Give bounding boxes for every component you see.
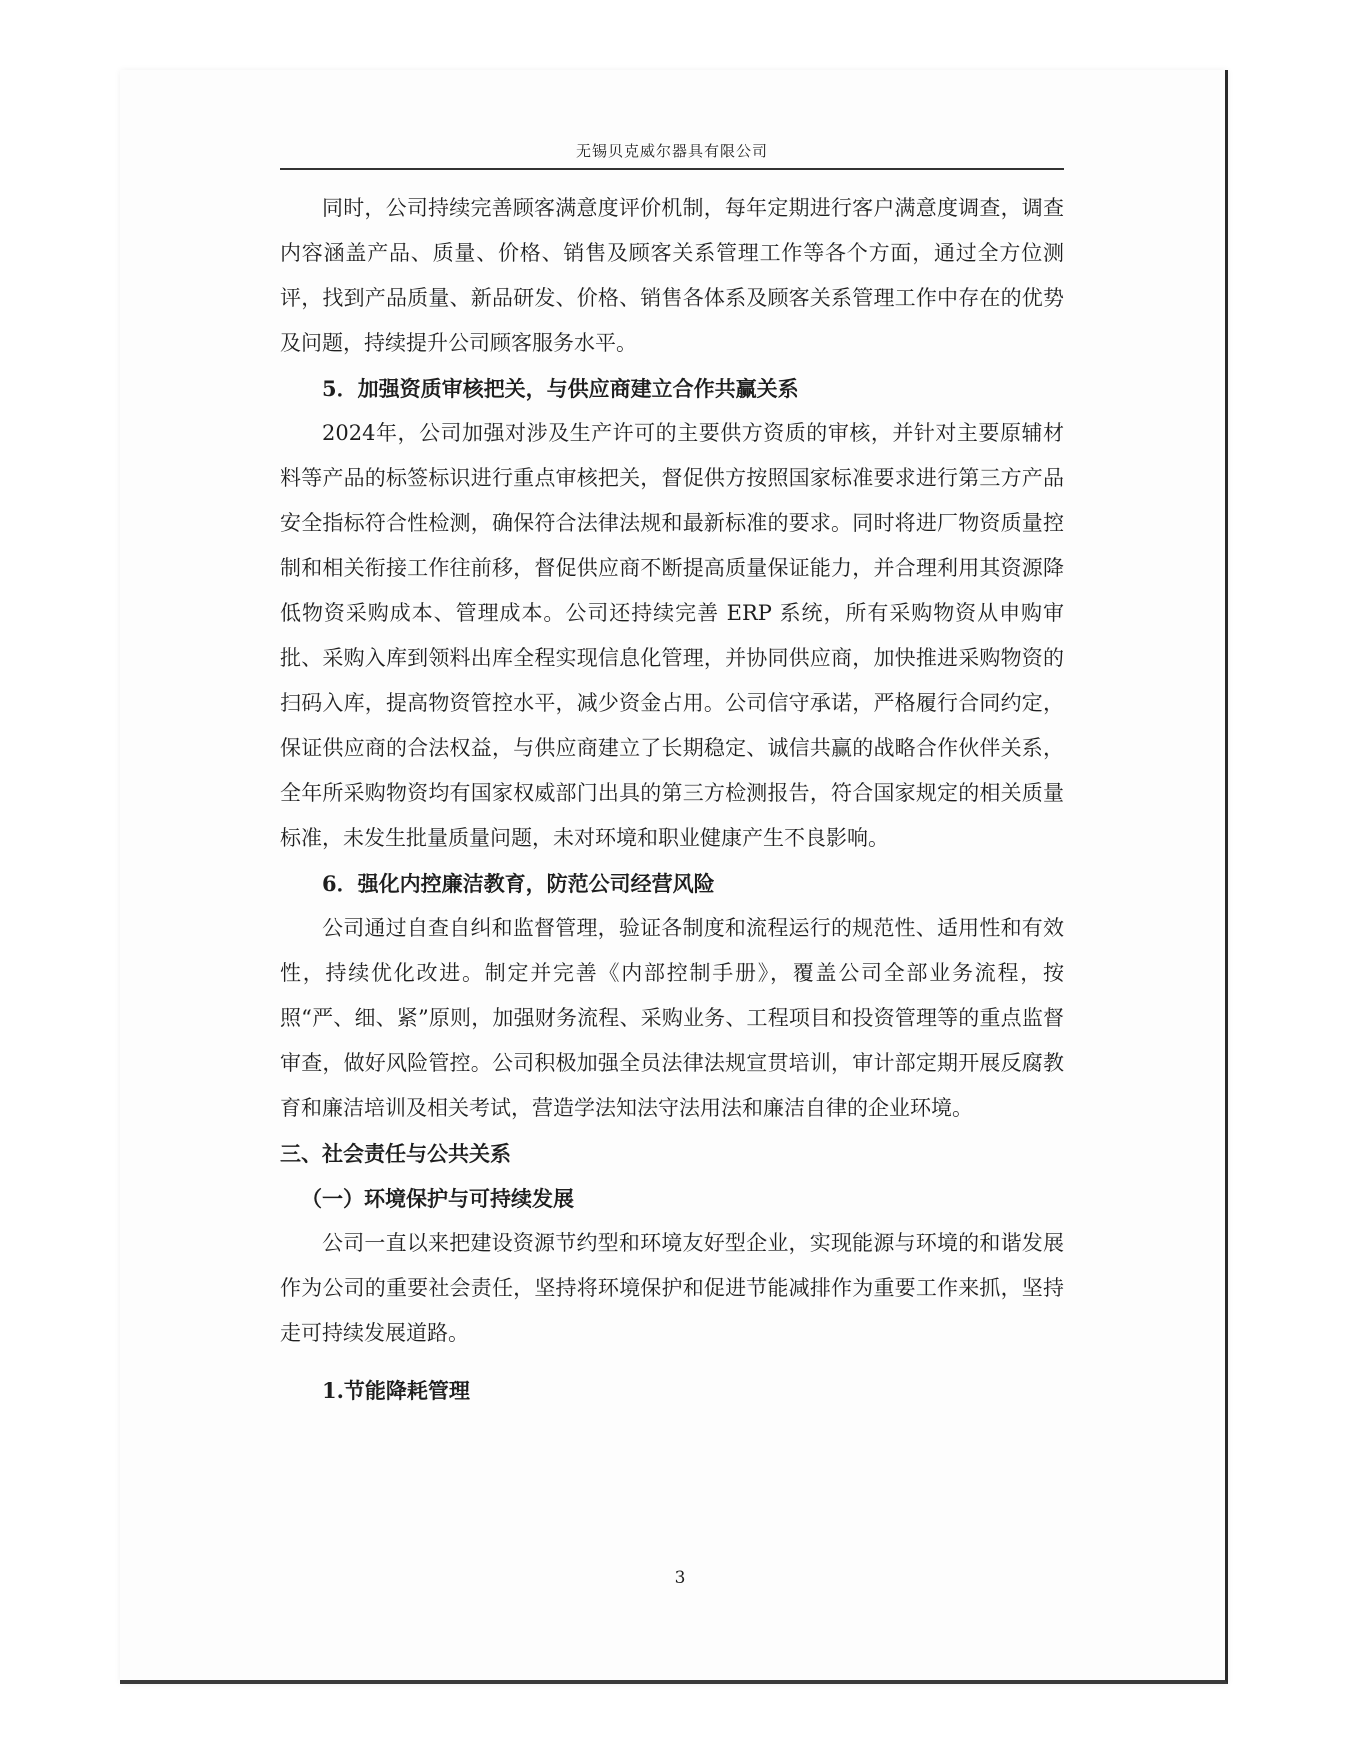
heading-energy-saving: 1.节能降耗管理 <box>322 1378 470 1403</box>
page-number: 3 <box>674 1568 686 1588</box>
page-header <box>280 140 1064 170</box>
paragraph-environmental-protection: 公司一直以来把建设资源节约型和环境友好型企业，实现能源与环境的和谐发展作为公司的重要社会责任，坚持将环境保护和促进节能减排作为重要工作来抓，坚持走可持续发展道路。 <box>280 1231 1064 1345</box>
paragraph-customer-satisfaction: 同时，公司持续完善顾客满意度评价机制，每年定期进行客户满意度调查，调查内容涵盖产品、质量、价格、销售及顾客关系管理工作等各个方面，通过全方位测评，找到产品质量、新品研发、价格、销售各体系及顾客关系管理工作中存在的优势及问题，持续提升公司顾客服务水平。 <box>280 196 1064 355</box>
heading-internal-control: 6．强化内控廉洁教育，防范公司经营风险 <box>322 871 715 896</box>
heading-environmental-protection: （一）环境保护与可持续发展 <box>301 1186 574 1211</box>
heading-social-responsibility: 三、社会责任与公共关系 <box>280 1141 511 1166</box>
company-name: 无锡贝克威尔器具有限公司 <box>575 142 768 160</box>
heading-supplier-qualification: 5．加强资质审核把关，与供应商建立合作共赢关系 <box>322 376 799 401</box>
document-body <box>280 186 1064 1413</box>
paragraph-supplier-management: 2024年，公司加强对涉及生产许可的主要供方资质的审核，并针对主要原辅材料等产品的标签标识进行重点审核把关，督促供方按照国家标准要求进行第三方产品安全指标符合性检测，确保符合法律法规和最新标准的要求。同时将进厂物资质量控制和相关衔接工作往前移，督促供应商不断提高质量保证能力，并合理利用其资源降低物资采购成本、管理成本。公司还持续完善 ERP 系统，所有采购物资从申购审批、采购入库到领料出库全程实现信息化管理，并协同供应商，加快推进采购物资的扫码入库，提高物资管控水平，减少资金占用。公司信守承诺，严格履行合同约定，保证供应商的合法权益，与供应商建立了长期稳定、诚信共赢的战略合作伙伴关系，全年所采购物资均有国家权威部门出具的第三方检测报告，符合国家规定的相关质量标准，未发生批量质量问题，未对环境和职业健康产生不良影响。 <box>280 421 1064 850</box>
paragraph-internal-control: 公司通过自查自纠和监督管理，验证各制度和流程运行的规范性、适用性和有效性，持续优化改进。制定并完善《内部控制手册》，覆盖公司全部业务流程，按照“严、细、紧”原则，加强财务流程、采购业务、工程项目和投资管理等的重点监督审查，做好风险管控。公司积极加强全员法律法规宣贯培训，审计部定期开展反腐教育和廉洁培训及相关考试，营造学法知法守法用法和廉洁自律的企业环境。 <box>280 916 1064 1120</box>
header-divider <box>280 168 1064 170</box>
